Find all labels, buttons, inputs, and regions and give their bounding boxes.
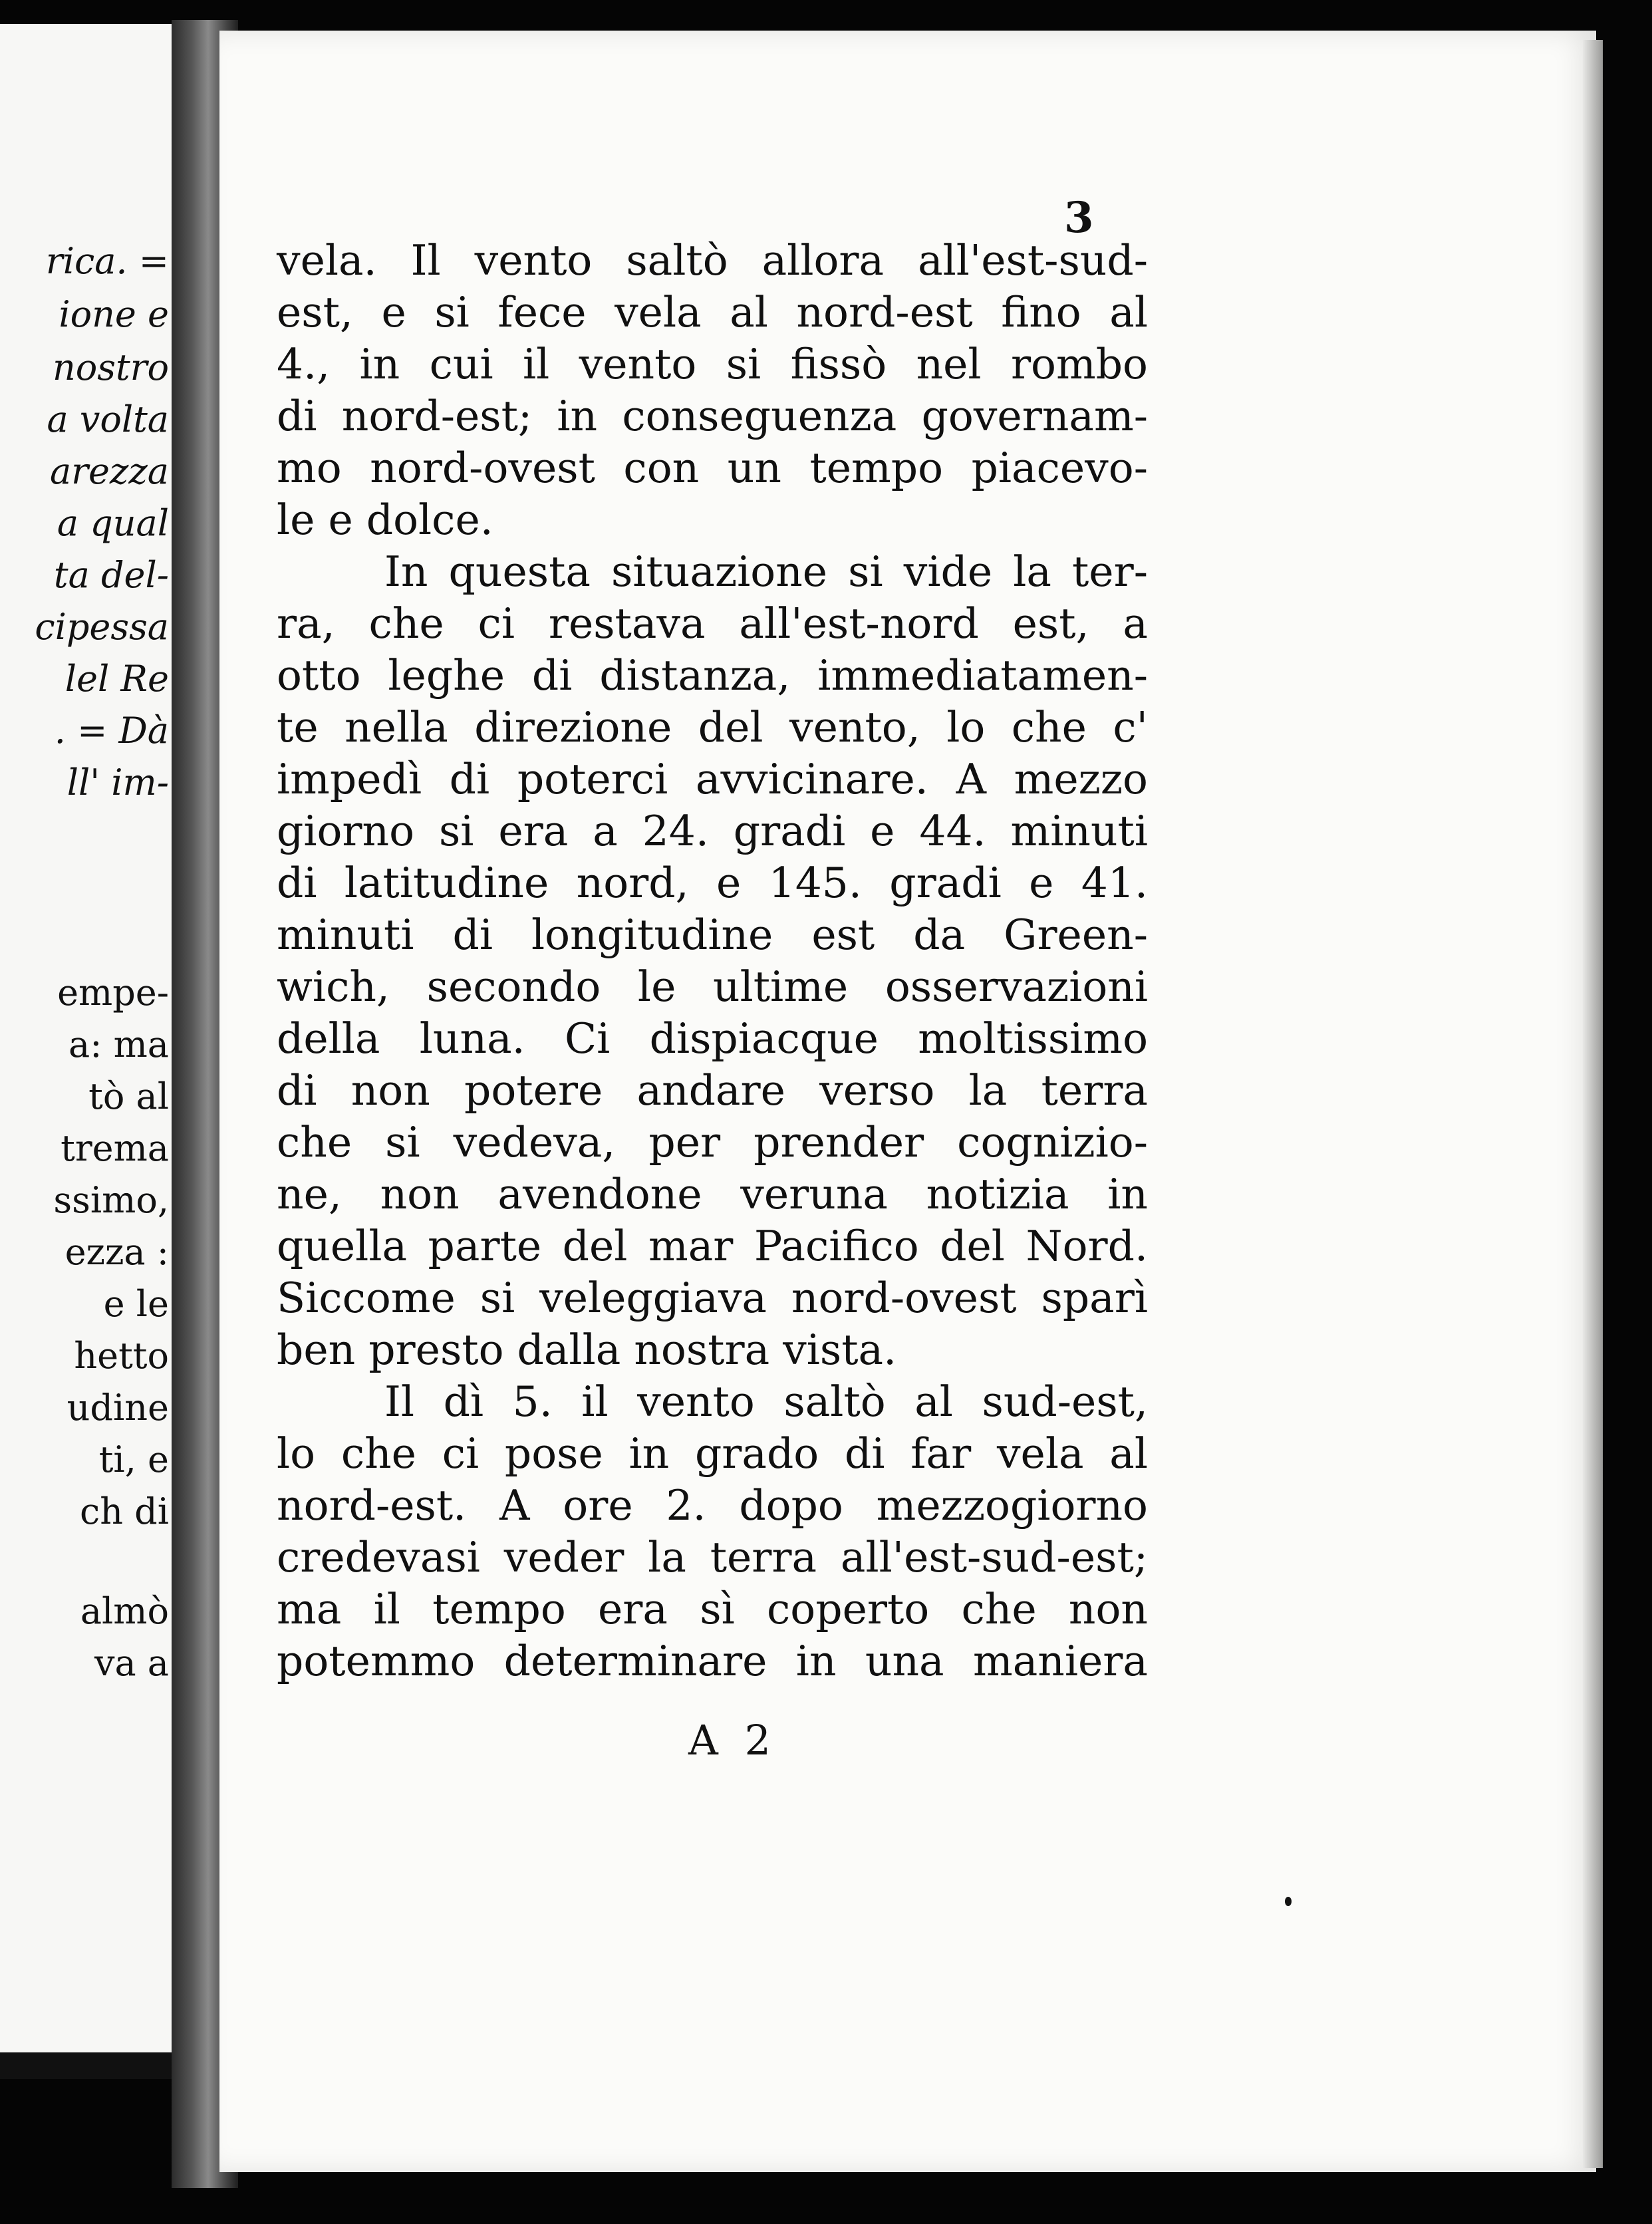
text-line: te nella direzione del vento, lo che c' bbox=[277, 703, 1148, 752]
text-line: di latitudine nord, e 145. gradi e 41. bbox=[277, 859, 1148, 907]
text-line: di non potere andare verso la terra bbox=[277, 1066, 1148, 1115]
left-page-line: a: ma bbox=[69, 1024, 169, 1065]
text-line: mo nord-ovest con un tempo piacevo- bbox=[277, 444, 1148, 492]
text-line: In questa situazione si vide la ter- bbox=[384, 547, 1148, 596]
text-line: wich, secondo le ultime osservazioni bbox=[277, 962, 1148, 1011]
text-line: 4., in cui il vento si fissò nel rombo bbox=[277, 340, 1148, 388]
text-line: che si vedeva, per prender cognizio- bbox=[277, 1118, 1148, 1167]
left-page-line: va a bbox=[94, 1642, 169, 1684]
left-page-line: udine bbox=[67, 1387, 169, 1429]
text-line: lo che ci pose in grado di far vela al bbox=[277, 1429, 1148, 1478]
left-page-line: tò al bbox=[88, 1075, 169, 1117]
left-page-line: . = Dà bbox=[54, 710, 169, 752]
left-page-line: empe- bbox=[57, 972, 169, 1014]
left-page-line: a volta bbox=[47, 398, 169, 440]
text-line: ne, non avendone veruna notizia in bbox=[277, 1170, 1148, 1218]
text-line: ra, che ci restava all'est-nord est, a bbox=[277, 599, 1148, 648]
text-line: ma il tempo era sì coperto che non bbox=[277, 1585, 1148, 1633]
text-line: nord-est. A ore 2. dopo mezzogiorno bbox=[277, 1481, 1148, 1530]
text-line: giorno si era a 24. gradi e 44. minuti bbox=[277, 807, 1148, 855]
text-line: credevasi veder la terra all'est-sud-est; bbox=[277, 1533, 1148, 1582]
text-line: est, e si fece vela al nord-est fino al bbox=[277, 288, 1148, 337]
text-line: Siccome si veleggiava nord-ovest sparì bbox=[277, 1274, 1148, 1322]
signature-mark: A 2 bbox=[688, 1716, 777, 1764]
text-line: Il dì 5. il vento saltò al sud-est, bbox=[384, 1377, 1148, 1426]
left-page-line: ll' im- bbox=[67, 762, 169, 803]
page-edge bbox=[1583, 40, 1603, 2168]
left-page-line: e le bbox=[103, 1283, 169, 1325]
left-page-line: ta del- bbox=[53, 554, 169, 596]
text-line: quella parte del mar Pacifico del Nord. bbox=[277, 1222, 1148, 1270]
text-line: impedì di poterci avvicinare. A mezzo bbox=[277, 755, 1148, 803]
left-page-line: rica. = bbox=[45, 240, 169, 282]
text-line: della luna. Ci dispiacque moltissimo bbox=[277, 1014, 1148, 1063]
text-line: otto leghe di distanza, immediatamen- bbox=[277, 651, 1148, 700]
left-page-line: a qual bbox=[57, 502, 169, 544]
text-line: di nord-est; in conseguenza governam- bbox=[277, 392, 1148, 440]
left-page-line: almò bbox=[80, 1590, 169, 1632]
left-page-line: ti, e bbox=[98, 1439, 169, 1480]
left-page-line: ione e bbox=[59, 293, 169, 335]
text-line: minuti di longitudine est da Green- bbox=[277, 910, 1148, 959]
left-page-line: ezza : bbox=[65, 1231, 169, 1273]
left-page-line: hetto bbox=[74, 1335, 169, 1377]
page-number: 3 bbox=[1064, 193, 1094, 243]
ink-speck bbox=[1285, 1897, 1292, 1906]
left-page-line: ch di bbox=[79, 1490, 169, 1532]
left-page-line: cipessa bbox=[35, 606, 169, 648]
left-page-fragment bbox=[0, 24, 178, 2079]
text-line: vela. Il vento saltò allora all'est-sud- bbox=[277, 236, 1148, 285]
left-page-line: nostro bbox=[52, 347, 169, 388]
text-line: potemmo determinare in una maniera bbox=[277, 1637, 1148, 1685]
left-page-line: lel Re bbox=[65, 658, 169, 700]
text-line: le e dolce. bbox=[277, 495, 493, 544]
left-page-line: trema bbox=[61, 1127, 169, 1169]
left-page-line: arezza bbox=[49, 450, 169, 492]
text-line: ben presto dalla nostra vista. bbox=[277, 1325, 897, 1374]
left-page-line: ssimo, bbox=[53, 1179, 169, 1221]
